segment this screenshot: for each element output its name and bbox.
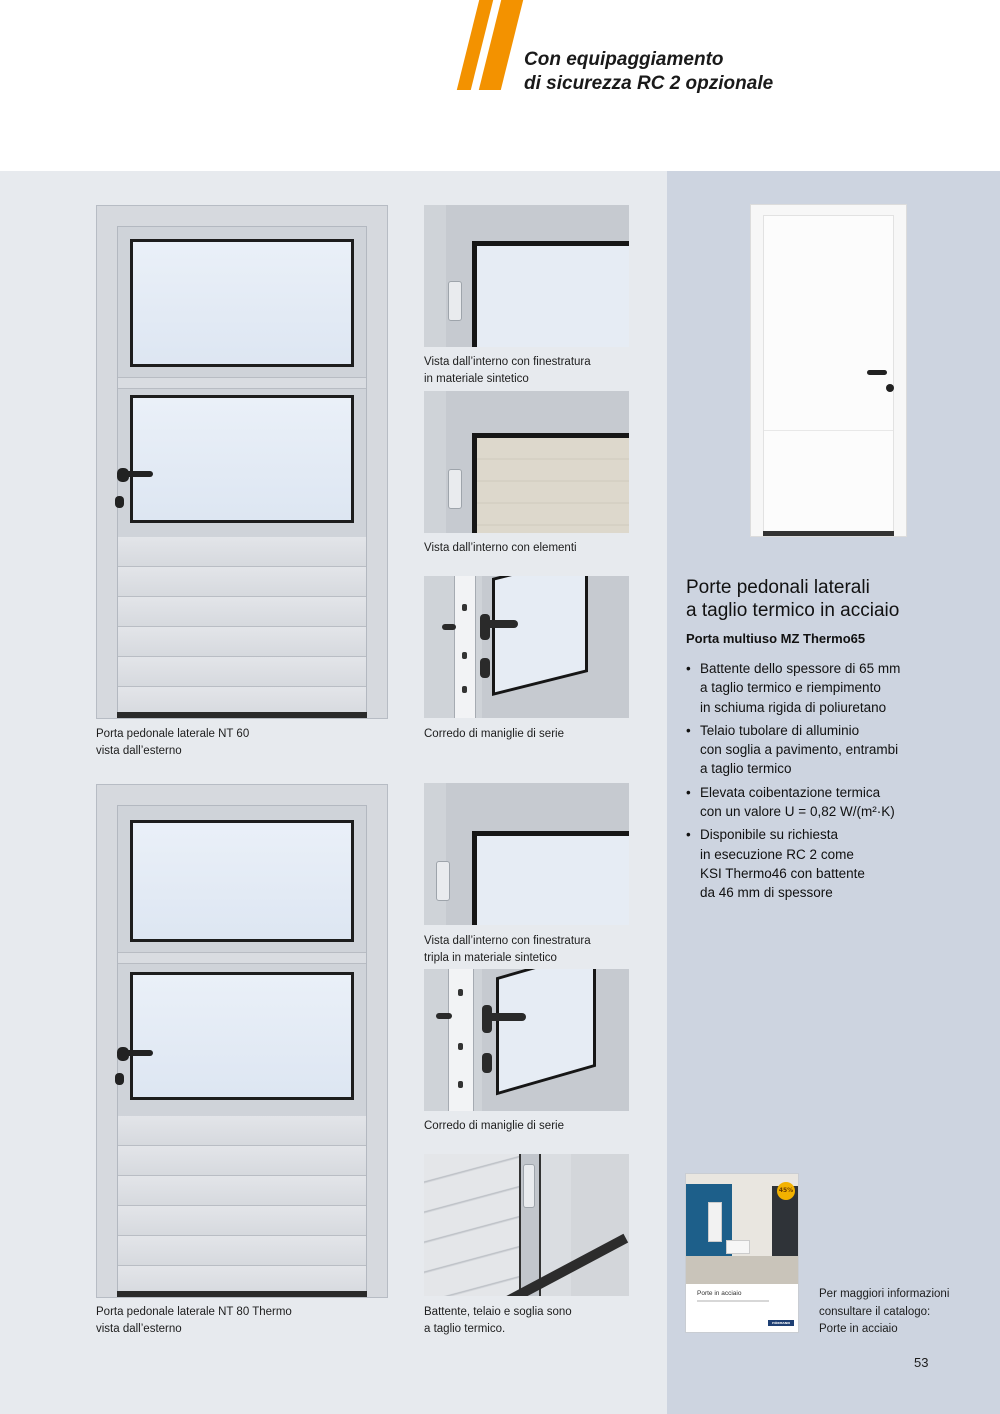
strip-screw-icon: [462, 652, 467, 659]
product-name: Porta multiuso MZ Thermo65: [686, 631, 866, 646]
door-sill: [117, 1291, 367, 1297]
list-item-line: • Telaio tubolare di alluminio: [700, 722, 860, 738]
photo-panel-infill: [472, 433, 629, 533]
door-glass-top: [130, 820, 354, 942]
caption-line: vista dall’esterno: [96, 1323, 182, 1335]
door-seam: [764, 430, 893, 431]
handle-rose-icon: [480, 614, 490, 640]
list-item-line: • Battente dello spessore di 65 mm: [700, 661, 901, 676]
cover-floor: [686, 1256, 799, 1284]
door-lock-icon: [115, 496, 124, 508]
door-nt60-caption: [96, 726, 249, 760]
caption-line: Porta pedonale laterale NT 80 Thermo: [96, 1306, 292, 1318]
more-info-line: Porte in acciaio: [819, 1323, 898, 1335]
handle-icon: [442, 624, 456, 630]
list-item: [686, 659, 986, 717]
list-item-line: a taglio termico e riempimento: [700, 680, 881, 696]
door-handle-icon: [119, 1050, 153, 1056]
list-item-line: in schiuma rigida di poliuretano: [700, 699, 887, 715]
catalog-badge-icon: 45%: [777, 1182, 795, 1200]
door-slat: [118, 1146, 366, 1176]
door-panels: [118, 537, 366, 711]
caption-line: Vista dall’interno con elementi: [424, 542, 577, 554]
catalog-cover-photo: [686, 1174, 799, 1284]
lock-cylinder-icon: [482, 1053, 492, 1073]
detail-photo-triple-glazing: [424, 783, 629, 925]
strip-screw-icon: [458, 1043, 463, 1050]
page-header-title: [524, 48, 773, 96]
list-item-line: con soglia a pavimento, entrambi: [700, 742, 899, 758]
caption-line: tripla in materiale sintetico: [424, 952, 557, 964]
photo-caption: [424, 933, 591, 967]
panel-perspective: [424, 1154, 519, 1296]
photo-caption: [424, 1118, 564, 1135]
cover-cabinet: [726, 1240, 750, 1254]
strip-screw-icon: [458, 1081, 463, 1088]
more-info-line: consultare il catalogo:: [819, 1305, 931, 1318]
lock-strip: [454, 576, 476, 718]
list-item: [686, 825, 986, 902]
hinge-icon: [523, 1164, 535, 1208]
caption-line: Vista dall’interno con finestratura: [424, 356, 591, 368]
door-sill: [117, 712, 367, 718]
door-slat: [118, 597, 366, 627]
handle-icon: [436, 1013, 452, 1019]
door-lock-icon: [886, 384, 894, 392]
photo-caption: [424, 726, 564, 743]
list-item-line: in esecuzione RC 2 come: [700, 846, 854, 862]
caption-line: Corredo di maniglie di serie: [424, 728, 564, 740]
door-nt80-caption: [96, 1304, 292, 1338]
list-item: [686, 721, 986, 779]
door-slat: [118, 537, 366, 567]
detail-photo-thermal-break: [424, 1154, 629, 1296]
section-title: [686, 576, 899, 622]
feature-list: [686, 659, 986, 907]
door-handle-icon: [119, 471, 153, 477]
door-slat: [118, 1236, 366, 1266]
list-item: [686, 783, 986, 822]
door-rail: [118, 952, 366, 964]
door-leaf: [117, 226, 367, 712]
catalog-brand-logo: HÖRMANN: [768, 1320, 794, 1326]
door-panels: [118, 1116, 366, 1290]
detail-photo-handle-set-2: [424, 969, 629, 1111]
caption-line: vista dall’esterno: [96, 745, 182, 757]
door-leaf: [117, 805, 367, 1291]
caption-line: Porta pedonale laterale NT 60: [96, 728, 250, 740]
strip-screw-icon: [462, 604, 467, 611]
strip-screw-icon: [458, 989, 463, 996]
hinge-icon: [448, 281, 462, 321]
catalog-cover-thumbnail[interactable]: [685, 1173, 799, 1333]
lock-cylinder-icon: [480, 658, 490, 678]
door-slat: [118, 1176, 366, 1206]
header-title-line: Con equipaggiamento: [524, 49, 724, 70]
door-slat: [118, 567, 366, 597]
door-slat: [118, 1116, 366, 1146]
photo-caption: [424, 354, 591, 388]
photo-caption: [424, 1304, 572, 1338]
section-title-line: a taglio termico in acciaio: [686, 600, 900, 621]
door-lock-icon: [115, 1073, 124, 1085]
list-item-line: da 46 mm di spessore: [700, 885, 833, 901]
hinge-icon: [436, 861, 450, 901]
door-slat: [118, 657, 366, 687]
detail-photo-window-synthetic: [424, 205, 629, 347]
door-mz-thermo65-photo: [750, 204, 907, 537]
list-item-line: con un valore U = 0,82 W/(m²·K): [700, 804, 895, 820]
header-title-line: di sicurezza RC 2 opzionale: [524, 73, 774, 94]
handle-rose-icon: [482, 1005, 492, 1033]
list-item-line: a taglio termico: [700, 761, 792, 777]
caption-line: Corredo di maniglie di serie: [424, 1120, 564, 1132]
strip-screw-icon: [462, 686, 467, 693]
photo-glass-pane: [472, 831, 629, 925]
hinge-icon: [448, 469, 462, 509]
more-info-line: Per maggiori informazioni: [819, 1288, 950, 1300]
catalog-cover-subtitle-line: [697, 1300, 769, 1302]
door-glass-middle: [130, 395, 354, 523]
caption-line: in materiale sintetico: [424, 373, 529, 385]
door-nt60-photo: [96, 205, 388, 719]
detail-photo-elements: [424, 391, 629, 533]
photo-glass-pane: [472, 241, 629, 347]
door-nt80-thermo-photo: [96, 784, 388, 1298]
door-glass-top: [130, 239, 354, 367]
door-rail: [118, 377, 366, 389]
door-handle-icon: [867, 370, 887, 375]
door-sill: [763, 531, 894, 536]
cover-door: [708, 1202, 722, 1242]
photo-caption: [424, 540, 577, 557]
door-glass-middle: [130, 972, 354, 1100]
page-number: 53: [914, 1355, 929, 1370]
caption-line: a taglio termico.: [424, 1323, 506, 1335]
section-title-line: Porte pedonali laterali: [686, 577, 870, 598]
caption-line: Vista dall’interno con finestratura: [424, 935, 591, 947]
list-item-line: KSI Thermo46 con battente: [700, 865, 865, 881]
catalog-cover-title: Porte in acciaio: [697, 1290, 742, 1297]
door-slat: [118, 627, 366, 657]
door-slat: [118, 1206, 366, 1236]
caption-line: Battente, telaio e soglia sono: [424, 1306, 572, 1318]
more-info-text: [819, 1286, 949, 1339]
list-item-line: • Elevata coibentazione termica: [700, 784, 881, 800]
detail-photo-handle-set: [424, 576, 629, 718]
list-item-line: • Disponibile su richiesta: [700, 827, 839, 843]
